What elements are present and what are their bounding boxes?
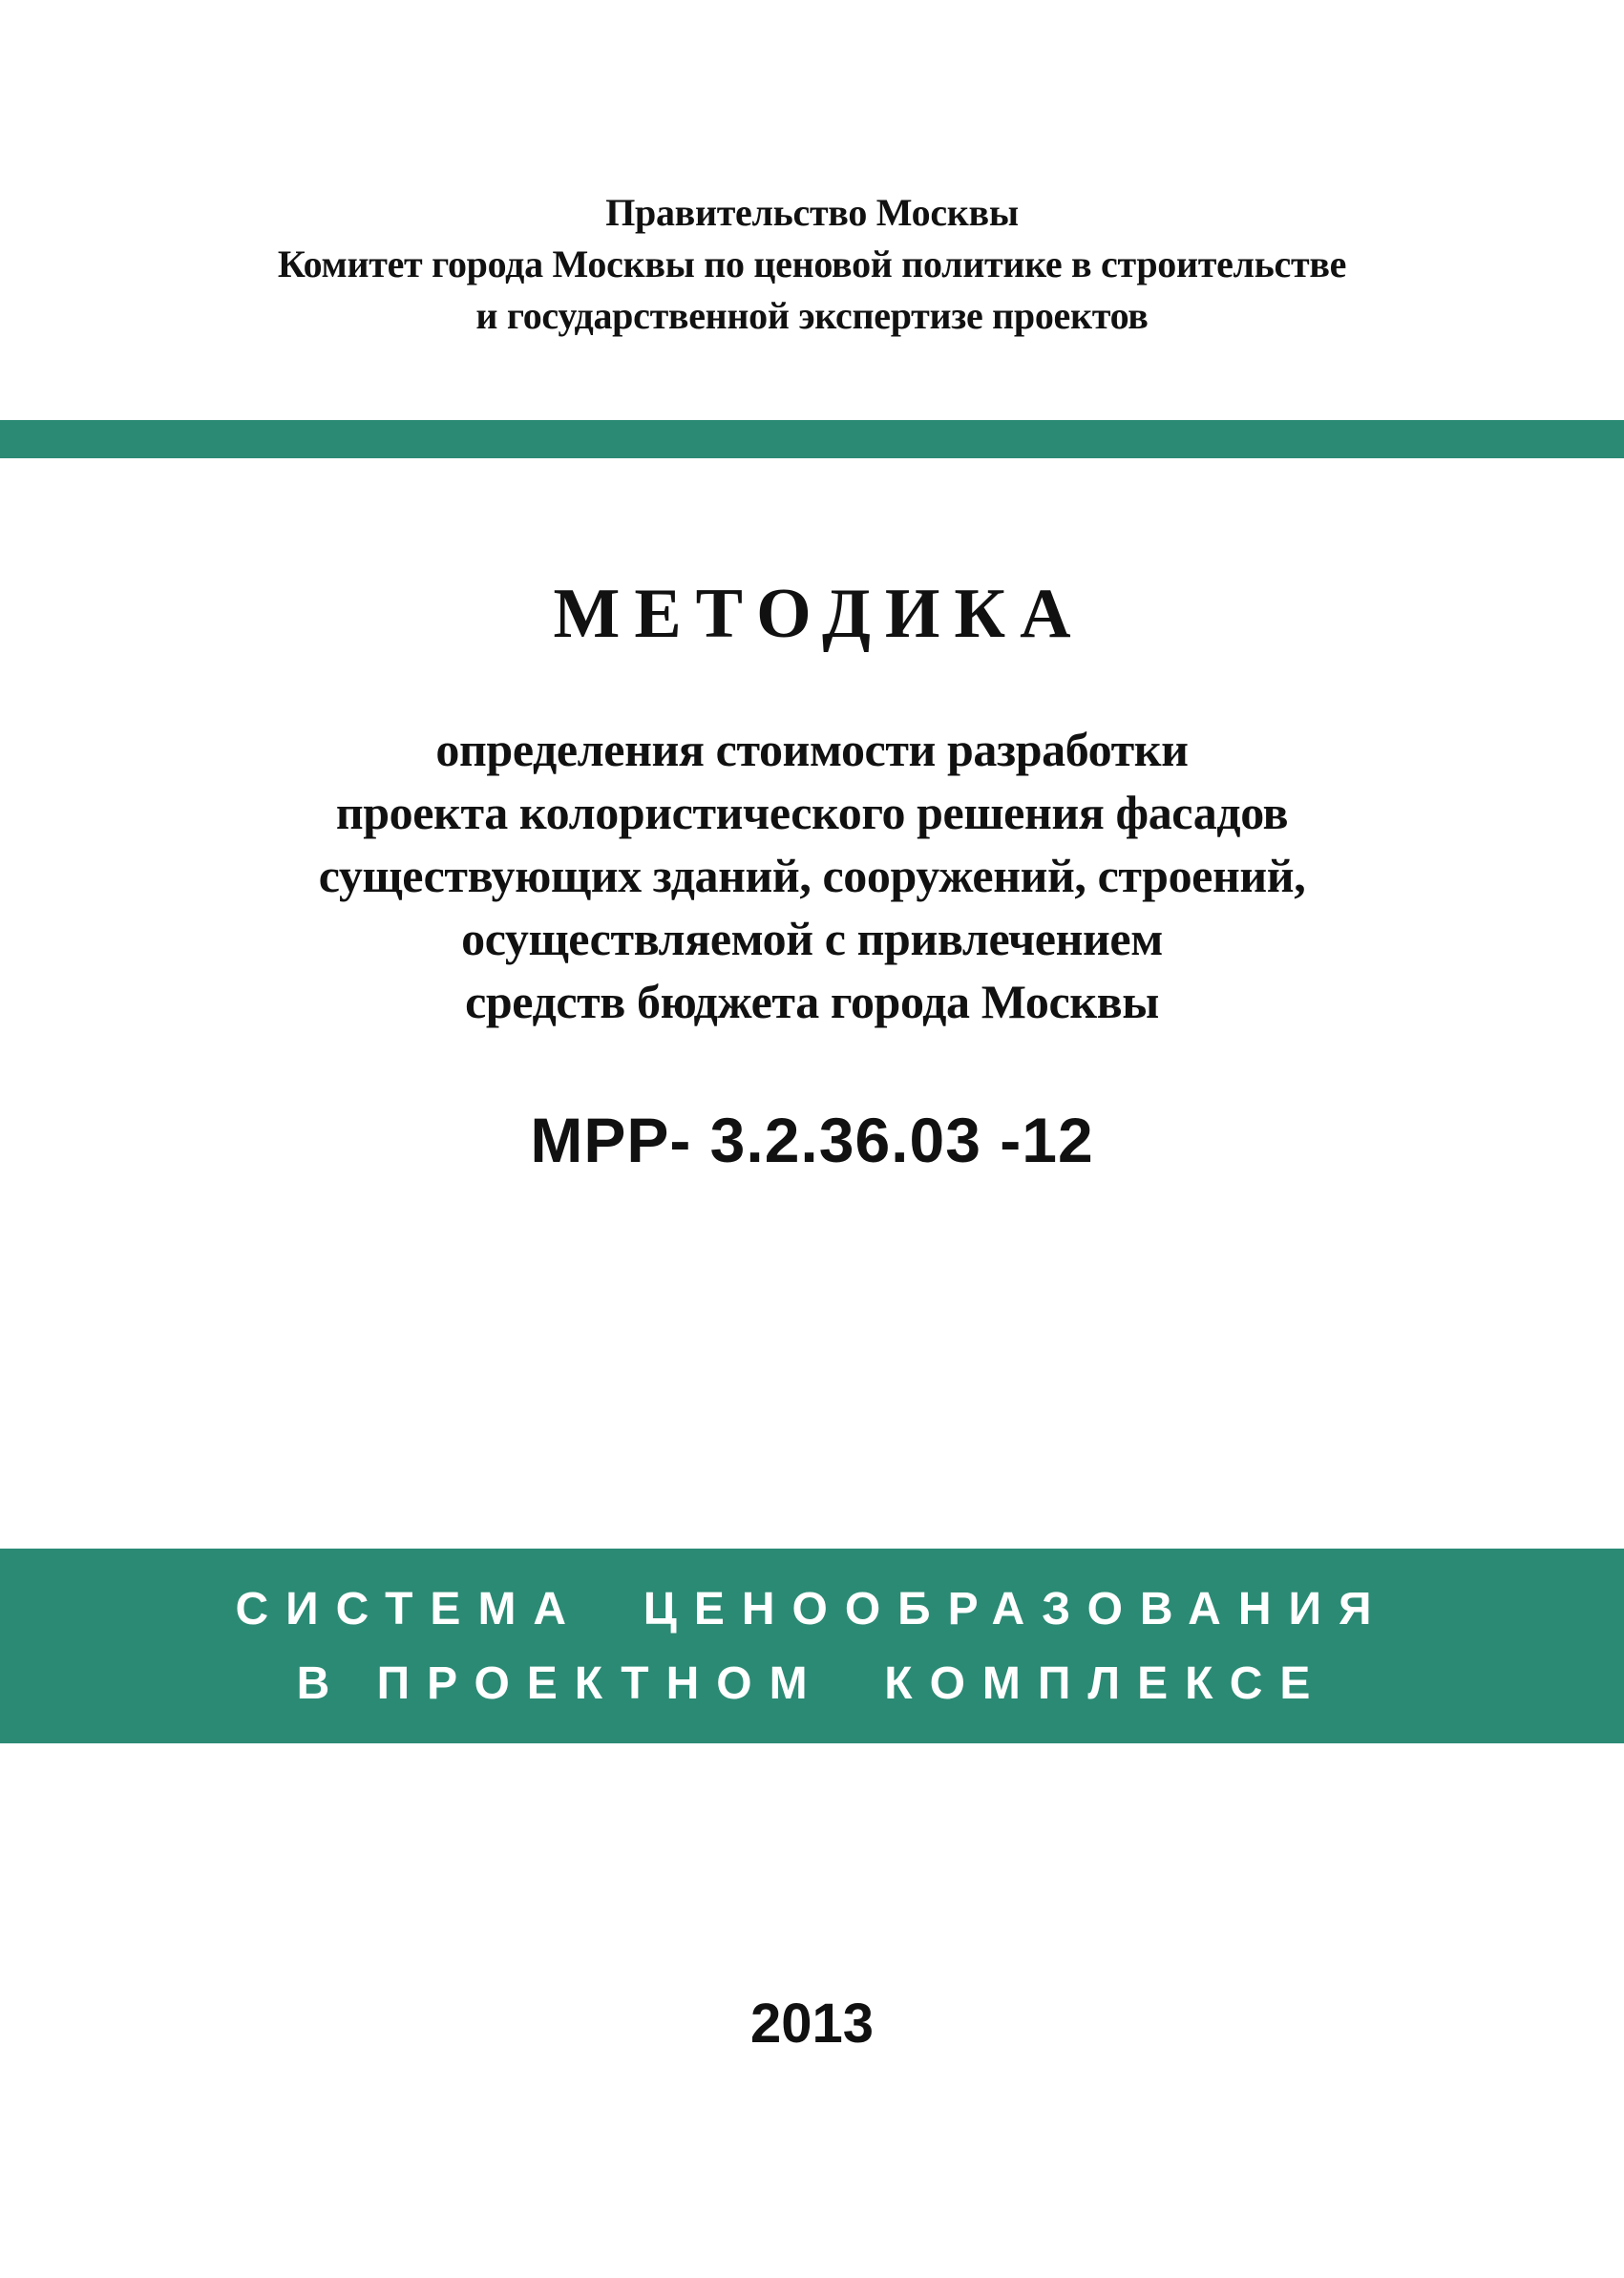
issuer-line-expertise: и государственной экспертизе проектов xyxy=(475,294,1149,337)
subtitle-line: определения стоимости разработки xyxy=(435,723,1189,776)
series-band xyxy=(0,1549,1624,1743)
publication-year: 2013 xyxy=(749,1993,875,2055)
subtitle-line: осуществляемой с привлечением xyxy=(461,912,1163,965)
issuer-line-government: Правительство Москвы xyxy=(605,191,1019,234)
top-divider-band xyxy=(0,420,1624,458)
document-code: МРР- 3.2.36.03 -12 xyxy=(530,1105,1094,1175)
subtitle-line: проекта колористического решения фасадов xyxy=(335,786,1289,839)
series-title-line-2: В ПРОЕКТНОМ КОМПЛЕКСЕ xyxy=(296,1658,1328,1709)
issuer-header xyxy=(0,187,1624,342)
issuer-line-committee: Комитет города Москвы по ценовой политике в строительстве xyxy=(277,243,1347,285)
series-title-line-1: СИСТЕМА ЦЕНООБРАЗОВАНИЯ xyxy=(235,1584,1389,1635)
subtitle-line: существующих зданий, сооружений, строений, xyxy=(318,849,1306,902)
document-subtitle xyxy=(0,718,1624,1033)
subtitle-line: средств бюджета города Москвы xyxy=(465,975,1159,1028)
document-title: МЕТОДИКА xyxy=(553,575,1086,653)
